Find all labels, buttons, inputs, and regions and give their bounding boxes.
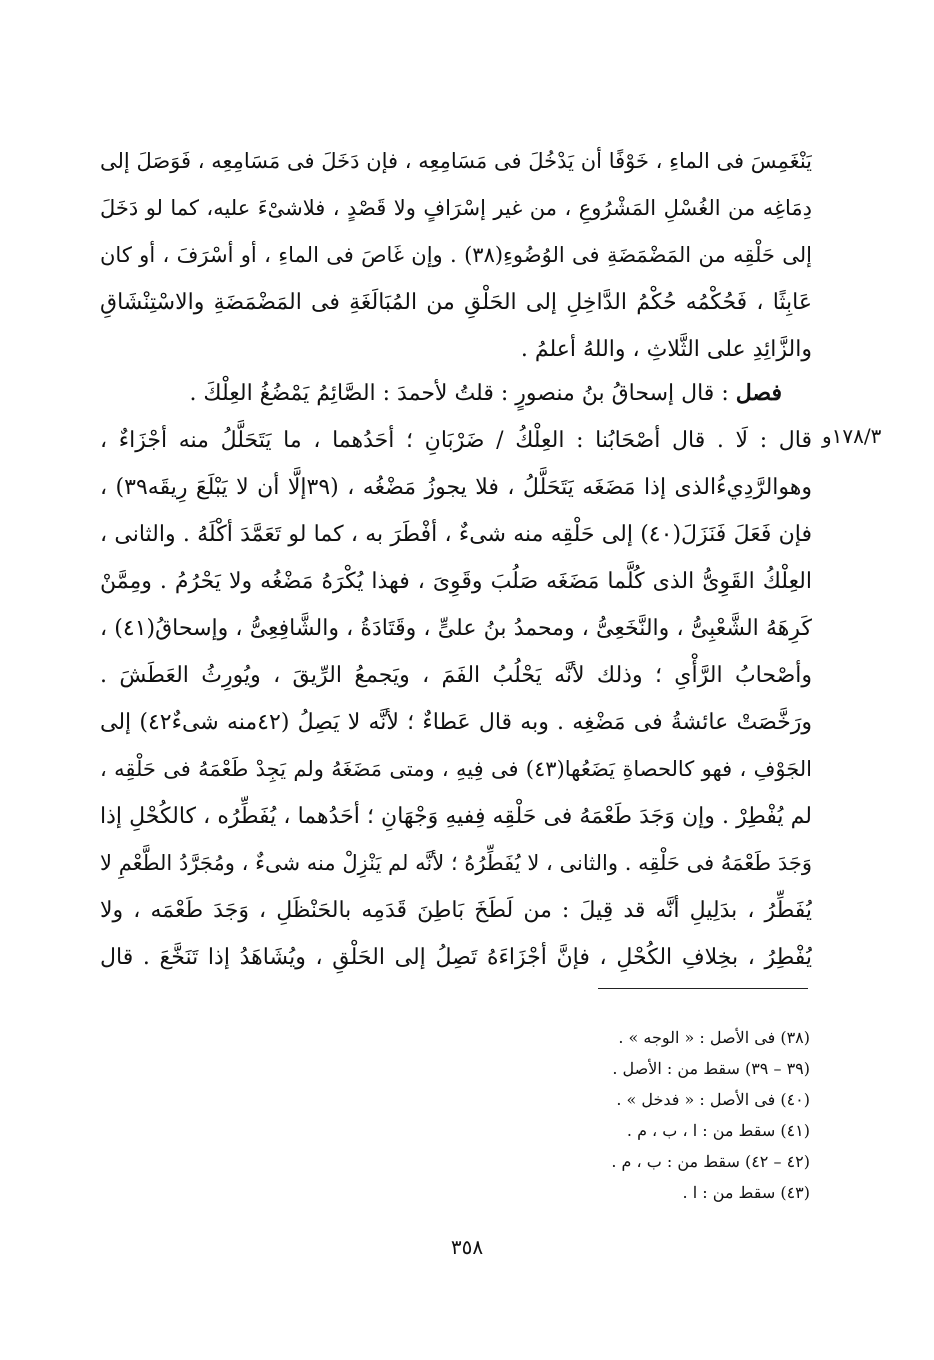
paragraph-2 bbox=[100, 370, 812, 981]
text-line: الجَوْفِ ، فهو كالحصاةِ يَضَعُها(٤٣) فى فِيهِ ، ومتى مَضَغَهُ ولم يَجِدْ طَعْمَهُ فى حَلْقِه ، bbox=[100, 757, 812, 781]
text-line: وأصْحابُ الرَّأْىِ ؛ وذلك لأنَّه يَحْلُبُ الفَمَ ، ويَجمعُ الرِّيقَ ، ويُورِثُ العَطَشَ . bbox=[100, 663, 812, 688]
footnote: (٤١) سقط من : ا ، ب ، م . bbox=[626, 1121, 810, 1140]
text-line: دِمَاغِه من الغُسْلِ المَشْرُوعِ ، من غير إسْرَافٍ ولا قَصْدٍ ، فلاشىْءَ عليه، كما لو دَخَلَ bbox=[100, 196, 812, 220]
text-line: فإن فَعَلَ فَنَزَلَ(٤٠) إلى حَلْقِه منه شىءٌ ، أفْطَرَ به ، كما لو تَعَمَّدَ أكْلَهُ . والثانى ، bbox=[100, 522, 812, 547]
footnote: (٣٨) فى الأصل : « الوجه » . bbox=[618, 1028, 810, 1047]
heading-line-text: : قال إسحاقُ بنُ منصورٍ : قلتُ لأحمدَ : الصَّائِمُ يَمْضُغُ العِلْكَ . bbox=[189, 381, 736, 406]
text-line: يُفَطِّرُ ، بدَلِيلِ أنَّه قد قِيلَ : من لَطَخَ بَاطِنَ قَدَمِه بالحَنْظَلِ ، وَجَدَ طَعْمَه ، ولا bbox=[100, 898, 812, 923]
margin-folio-reference: ١٧٨/٣و bbox=[822, 424, 882, 448]
footnote: (٤٢ – ٤٢) سقط من : ب ، م . bbox=[611, 1152, 810, 1171]
footnote: (٣٩ – ٣٩) سقط من : الأصل . bbox=[612, 1059, 810, 1078]
text-line: عَابِثًا ، فَحُكْمُه حُكْمُ الدَّاخِلِ إلى الحَلْقِ من المُبَالَغَةِ فى المَضْمَضَةِ والاسْتِنْشَاقِ bbox=[100, 290, 812, 315]
text-line: يَنْغَمِسَ فى الماءِ ، خَوْفًا أن يَدْخُلَ فى مَسَامِعِه ، فإن دَخَلَ فى مَسَامِعِه ، فَوَصَلَ إلى bbox=[100, 149, 812, 173]
text-line: قال : لَا . قال أصْحَابُنا : العِلْكُ / ضَرْبَانِ ؛ أحَدُهما ، ما يَتَحَلَّلُ منه أجْزَاءٌ ، bbox=[100, 428, 812, 453]
text-line: يُفْطِرُ ، بخِلافِ الكُحْلِ ، فإنَّ أجْزَاءَهُ تَصِلُ إلى الحَلْقِ ، ويُشَاهَدُ إذا تَنَخَّعَ . قال bbox=[100, 945, 812, 970]
footnote: (٤٣) سقط من : ا . bbox=[682, 1183, 810, 1202]
footnote-divider bbox=[598, 988, 808, 989]
text-line: لم يُفْطِرْ . وإن وَجَدَ طَعْمَهُ فى حَلْقِه فِفيهِ وَجْهَانِ ؛ أحَدُهما ، يُفَطِّرُه ، كالكُحْلِ إذا bbox=[100, 804, 812, 829]
section-heading-line bbox=[100, 370, 812, 417]
text-line: ورَخَّصَتْ عائشةُ فى مَضْغِه . وبه قال عَطاءٌ ؛ لأنَّه لا يَصِلُ (٤٢منه شىءٌ٤٢) إلى bbox=[100, 710, 812, 735]
text-line: إلى حَلْقِه من المَضْمَضَةِ فى الوُضُوءِ(٣٨) . وإن غَاصَ فى الماءِ ، أو أسْرَفَ ، أو كان bbox=[100, 243, 812, 267]
paragraph-1 bbox=[100, 138, 812, 373]
footnote: (٤٠) فى الأصل : « فدخل » . bbox=[616, 1090, 810, 1109]
page-number: ٣٥٨ bbox=[450, 1235, 484, 1259]
text-line: والزَّائِدِ على الثَّلاثِ ، واللهُ أعلمُ . bbox=[520, 337, 812, 362]
text-line: العِلْكُ القَوِىُّ الذى كُلَّما مَضَغَه صَلُبَ وقَوِىَ ، فهذا يُكْرَهُ مَضْغُه ولا يَحْرُمُ . ومِمَّنْ bbox=[100, 569, 812, 594]
text-line: وَجَدَ طَعْمَهُ فى حَلْقِه . والثانى ، لا يُفَطِّرُهُ ؛ لأنَّه لم يَنْزِلْ منه شىءٌ ، ومُجَرَّدُ الطَّعْمِ لا bbox=[100, 851, 812, 875]
section-heading: فصل bbox=[735, 380, 782, 406]
text-line: كَرِهَهُ الشَّعْبِىُّ ، والنَّخَعِىُّ ، ومحمدُ بنُ علىٍّ ، وقَتَادَةُ ، والشَّافِعِىُّ ، وإسحاقُ(٤١) ، bbox=[100, 616, 812, 641]
text-line: وهوالرَّدِيءُالذى إذا مَضَغَه يَتَحَلَّلُ ، فلا يجوزُ مَضْغُه ، (٣٩إلَّا أن لا يَبْلَعَ رِيقَه٣٩) ، bbox=[100, 475, 812, 500]
footnotes bbox=[400, 1022, 810, 1208]
